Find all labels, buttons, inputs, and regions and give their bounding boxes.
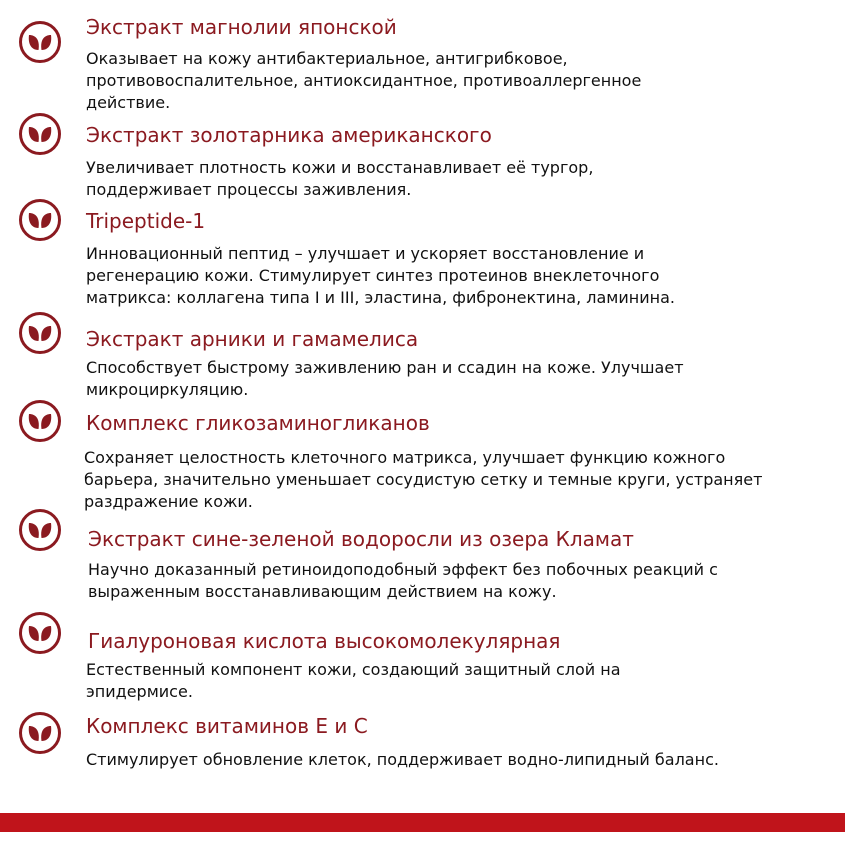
ingredient-description: Инновационный пептид – улучшает и ускоряет восстановление и регенерацию кожи. Стимулирует синтез протеинов внеклеточного матрикса: коллагена типа I и III, эластина, фибронектина, ламинина. bbox=[86, 244, 675, 307]
ingredient-description: Увеличивает плотность кожи и восстанавливает её тургор, поддерживает процессы заживления. bbox=[86, 158, 594, 199]
leaf-icon bbox=[18, 311, 62, 355]
ingredient-title: Tripeptide-1 bbox=[86, 209, 206, 233]
ingredient-title: Комплекс витаминов Е и С bbox=[86, 714, 368, 738]
leaf-icon bbox=[18, 711, 62, 755]
leaf-icon bbox=[18, 508, 62, 552]
ingredient-title: Экстракт золотарника американского bbox=[86, 123, 492, 147]
ingredient-title: Гиалуроновая кислота высокомолекулярная bbox=[88, 629, 561, 653]
leaf-icon bbox=[18, 112, 62, 156]
leaf-icon bbox=[18, 611, 62, 655]
ingredient-title: Экстракт арники и гамамелиса bbox=[86, 327, 419, 351]
ingredient-description: Сохраняет целостность клеточного матрикса, улучшает функцию кожного барьера, значительно уменьшает сосудистую сетку и темные круги, устраняет раздражение кожи. bbox=[84, 448, 763, 511]
ingredient-title: Комплекс гликозаминогликанов bbox=[86, 411, 430, 435]
ingredient-title: Экстракт сине-зеленой водоросли из озера Кламат bbox=[88, 527, 634, 551]
bottom-accent-bar bbox=[0, 813, 845, 832]
leaf-icon bbox=[18, 399, 62, 443]
ingredient-description: Научно доказанный ретиноидоподобный эффект без побочных реакций с выраженным восстанавливающим действием на кожу. bbox=[88, 560, 718, 601]
ingredient-description: Стимулирует обновление клеток, поддерживает водно-липидный баланс. bbox=[86, 750, 719, 769]
leaf-icon bbox=[18, 198, 62, 242]
ingredient-description: Оказывает на кожу антибактериальное, антигрибковое, противовоспалительное, антиоксидантное, противоаллергенное действие. bbox=[86, 49, 642, 112]
ingredient-description: Способствует быстрому заживлению ран и ссадин на коже. Улучшает микроциркуляцию. bbox=[86, 358, 684, 399]
leaf-icon bbox=[18, 20, 62, 64]
ingredient-description: Естественный компонент кожи, создающий защитный слой на эпидермисе. bbox=[86, 660, 621, 701]
ingredient-title: Экстракт магнолии японской bbox=[86, 15, 397, 39]
